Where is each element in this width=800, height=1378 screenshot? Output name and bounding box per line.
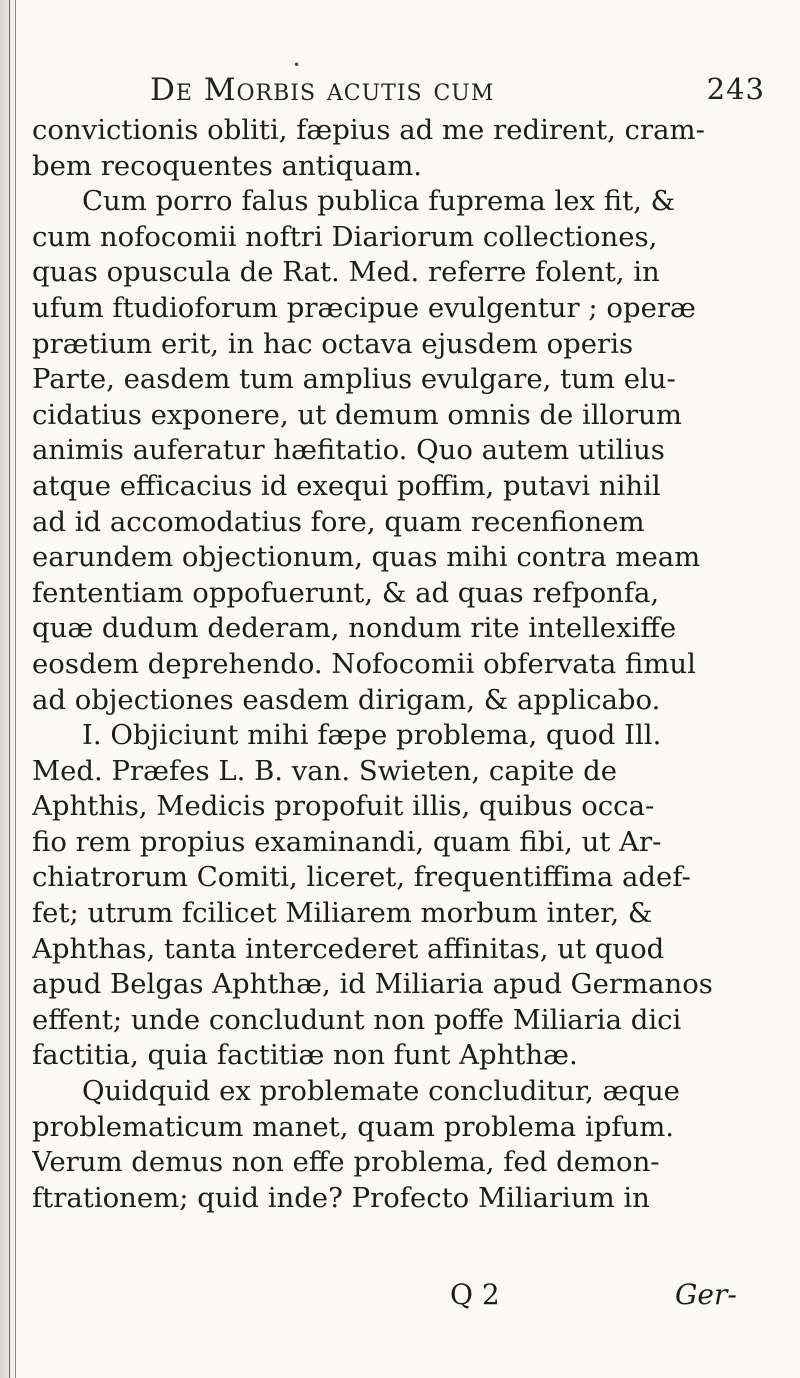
text-line: convictionis obliti, fæpius ad me redirent, cram- [32, 114, 705, 146]
text-line: fet; utrum fcilicet Miliarem morbum inter, & [32, 897, 653, 930]
running-head [150, 72, 765, 112]
text-line: atque efficacius id exequi poffim, putavi nihil [32, 469, 661, 502]
text-line: cum nofocomii noftri Diariorum collectiones, [32, 220, 658, 253]
text-line: prætium erit, in hac octava ejusdem operis [32, 327, 634, 360]
text-line: quas opuscula de Rat. Med. referre folent, in [32, 256, 660, 289]
binding-line [9, 0, 10, 1378]
text-line: Cum porro falus publica fuprema lex fit, & [82, 185, 676, 218]
binding-edge [0, 0, 14, 1378]
text-line: I. Objiciunt mihi fæpe problema, quod Ill. [82, 719, 662, 752]
text-line: earundem objectionum, quas mihi contra meam [32, 541, 701, 574]
text-line: eosdem deprehendo. Nofocomii obfervata fimul [32, 647, 696, 680]
text-line: ad objectiones easdem dirigam, & applicabo. [32, 683, 661, 716]
binding-line [15, 0, 16, 1378]
text-line: animis auferatur hæfitatio. Quo autem utilius [32, 434, 665, 467]
body-text [32, 113, 772, 1216]
text-line: Parte, easdem tum amplius evulgare, tum elu- [32, 363, 676, 396]
text-line: bem recoquentes antiquam. [32, 149, 423, 182]
running-title: De Morbis acutis cum [150, 72, 495, 108]
text-line: ufum ftudioforum præcipue evulgentur ; operæ [32, 291, 696, 324]
text-line: chiatrorum Comiti, liceret, frequentiffima adef- [32, 861, 691, 894]
page-number: 243 [706, 72, 765, 106]
text-line: ad id accomodatius fore, quam recenfionem [32, 505, 645, 538]
text-line: effent; unde concludunt non poffe Miliaria dici [32, 1003, 682, 1036]
text-line: Quidquid ex problemate concluditur, æque [82, 1075, 680, 1108]
text-line: apud Belgas Aphthæ, id Miliaria apud Germanos [32, 968, 713, 1001]
text-line: Verum demus non effe problema, fed demon- [32, 1146, 660, 1179]
text-line: fio rem propius examinandi, quam fibi, ut Ar- [32, 825, 662, 858]
text-line: ftrationem; quid inde? Profecto Miliarium in [32, 1181, 650, 1214]
signature-mark: Q 2 [450, 1278, 500, 1311]
catchword: Ger- [675, 1278, 737, 1311]
text-line: problematicum manet, quam problema ipfum. [32, 1110, 675, 1143]
ink-speck-mark: • [293, 58, 301, 72]
text-line: quæ dudum dederam, nondum rite intellexiffe [32, 612, 677, 645]
text-line: Aphthis, Medicis propofuit illis, quibus occa- [32, 790, 655, 823]
text-line: Aphthas, tanta intercederet affinitas, ut quod [32, 932, 665, 965]
text-line: Med. Præfes L. B. van. Swieten, capite de [32, 754, 617, 787]
text-line: fententiam oppofuerunt, & ad quas refponfa, [32, 576, 660, 609]
text-line: cidatius exponere, ut demum omnis de illorum [32, 398, 682, 431]
text-line: factitia, quia factitiæ non funt Aphthæ. [32, 1039, 578, 1072]
